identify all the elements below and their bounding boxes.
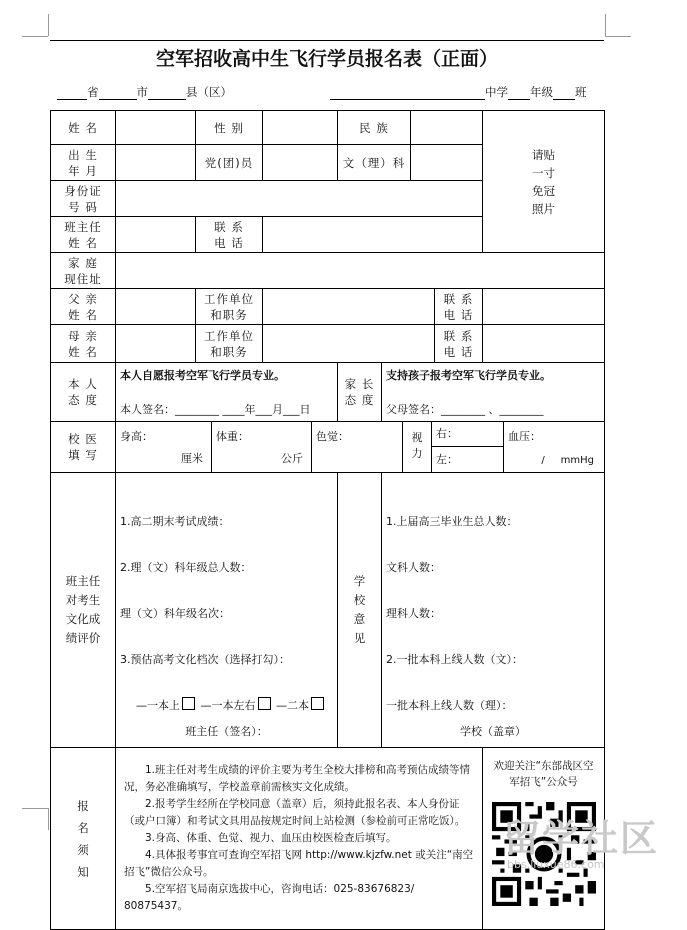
eval-item: 理（文）科年级名次： xyxy=(120,607,230,620)
vision-box xyxy=(432,422,504,472)
school-item: 2.一批本科上线人数（文）： xyxy=(386,653,523,666)
father-work-field[interactable] xyxy=(263,289,435,325)
photo-text: 免冠 xyxy=(532,183,555,198)
option-label: 二本 xyxy=(287,699,309,712)
photo-text: 请贴 xyxy=(532,147,555,162)
address-field[interactable] xyxy=(116,253,605,289)
location-line xyxy=(57,84,232,100)
id-field[interactable] xyxy=(116,181,483,217)
teacher-phone-label xyxy=(196,217,263,253)
address-label-line: 家 庭 xyxy=(68,255,98,270)
mother-label xyxy=(51,325,116,363)
option-label: 一本上 xyxy=(147,699,180,712)
color-vision-box[interactable] xyxy=(312,422,403,472)
father-label-line: 父 亲 xyxy=(68,291,98,306)
vision-label xyxy=(403,422,432,472)
height-box[interactable] xyxy=(116,422,212,472)
school-stamp-label[interactable]: 学校（盖章） xyxy=(460,725,526,738)
father-label xyxy=(51,289,116,325)
qr-caption: 欢迎关注“东部战区空军招飞”公众号 xyxy=(493,760,594,788)
option-checkbox[interactable] xyxy=(258,697,271,710)
teacher-phone-label-line: 电 话 xyxy=(214,235,244,250)
notes-label xyxy=(51,748,116,930)
parent-attitude-label-line: 态 度 xyxy=(344,393,375,407)
medical-label xyxy=(51,422,116,473)
id-label-line: 身份证 xyxy=(64,183,102,198)
photo-box xyxy=(483,111,605,253)
school-line xyxy=(330,84,587,100)
birth-label-line: 出 生 xyxy=(68,147,98,162)
class-label: 班 xyxy=(575,85,587,99)
father-label-line: 姓 名 xyxy=(68,307,98,322)
party-label: 党(团)员 xyxy=(196,145,263,181)
birth-field[interactable] xyxy=(116,145,196,181)
color-vision-label: 色觉： xyxy=(316,430,349,443)
city-label: 市 xyxy=(136,85,148,99)
grade-label: 年级 xyxy=(530,85,553,99)
eval-options: —一本上 —一本左右 —二本 xyxy=(120,697,333,715)
eval-item: 2.理（文）科年级总人数： xyxy=(120,561,252,574)
school-opinion-label xyxy=(338,473,382,748)
notes-label-line: 知 xyxy=(77,864,89,879)
personal-attitude-label-line: 态 度 xyxy=(68,393,98,407)
gender-label: 性 别 xyxy=(196,111,263,145)
left-eye-field[interactable]: 左： xyxy=(436,453,458,466)
father-work-label xyxy=(196,289,263,325)
option-label: 一本左右 xyxy=(211,699,256,712)
eval-item: 3.预估高考文化档次（选择打勾）： xyxy=(120,653,290,666)
option-checkbox[interactable] xyxy=(311,697,324,710)
track-label: 文（理）科 xyxy=(338,145,411,181)
address-label xyxy=(51,253,116,289)
school-opinion-cell xyxy=(382,473,605,748)
blood-pressure-label: 血压： xyxy=(508,430,541,443)
note-item: 4.具体报考事宜可查询空军招飞网 http://www.kjzfw.net 或关注“南空招飞”微信公众号。 xyxy=(124,849,474,878)
personal-signature-line[interactable]: 本人签名：________ ____年___月___日 xyxy=(120,403,311,416)
teacher-signature-label[interactable]: 班主任（签名）： xyxy=(185,725,268,738)
father-work-label-line: 和职务 xyxy=(210,307,248,322)
teacher-field[interactable] xyxy=(116,217,196,253)
height-label: 身高： xyxy=(120,430,153,443)
school-opinion-label-line: 学 xyxy=(353,574,366,588)
watermark-url: bbs.liuxue86.com xyxy=(507,858,605,871)
school-item: 理科人数： xyxy=(386,607,441,620)
evaluation-label-line: 文化成 xyxy=(65,612,101,626)
watermark xyxy=(503,808,683,888)
evaluation-cell xyxy=(116,473,338,748)
parent-attitude-cell xyxy=(382,363,605,422)
note-item: 5.空军招飞局南京选拔中心，咨询电话：025-83676823/ 80875437。 xyxy=(124,883,415,912)
vision-label-line: 视 xyxy=(411,431,423,444)
school-item: 一批本科上线人数（理）： xyxy=(386,699,513,712)
evaluation-label-line: 班主任 xyxy=(65,574,101,588)
mother-work-label-line: 工作单位 xyxy=(204,328,254,343)
gender-field[interactable] xyxy=(263,111,338,145)
evaluation-label xyxy=(51,473,116,748)
corner-mark xyxy=(48,808,49,830)
height-unit: 厘米 xyxy=(181,452,203,465)
photo-text: 一寸 xyxy=(532,165,555,180)
name-field[interactable] xyxy=(116,111,196,145)
corner-mark xyxy=(22,808,48,809)
mother-phone-label-line: 联 系 xyxy=(443,328,474,343)
mother-phone-field[interactable] xyxy=(483,325,605,363)
corner-mark xyxy=(605,14,606,36)
address-label-line: 现住址 xyxy=(64,271,102,286)
note-item: 1.班主任对考生成绩的评价主要为考生全校大排榜和高考预估成绩等情况，务必准确填写，学校盖章前需核实文化成绩。 xyxy=(124,764,471,793)
mother-work-label xyxy=(196,325,263,363)
school-item: 文科人数： xyxy=(386,561,441,574)
parent-attitude-label xyxy=(338,363,382,422)
corner-mark xyxy=(48,14,49,36)
page-title: 空军招收高中生飞行学员报名表（正面） xyxy=(50,40,604,77)
medical-label-line: 填 写 xyxy=(68,448,98,462)
school-opinion-label-line: 校 xyxy=(353,593,366,607)
mother-work-label-line: 和职务 xyxy=(210,344,248,359)
personal-attitude-label xyxy=(51,363,116,422)
parent-signature-line[interactable]: 父母签名：________ 、________ xyxy=(386,403,544,416)
right-eye-field[interactable]: 右： xyxy=(432,422,503,447)
teacher-phone-label-line: 联 系 xyxy=(214,219,244,234)
mother-label-line: 姓 名 xyxy=(68,344,98,359)
medical-cell xyxy=(116,422,605,473)
mother-phone-label xyxy=(435,325,483,363)
photo-text: 照片 xyxy=(532,201,555,216)
note-item: 2.报考学生经所在学校同意（盖章）后，须持此报名表、本人身份证（或户口簿）和考试文具用品按规定时间上站检测（参检前可正常吃饭）。 xyxy=(124,798,466,827)
personal-statement: 本人自愿报考空军飞行学员专业。 xyxy=(120,369,285,382)
father-work-label-line: 工作单位 xyxy=(204,291,254,306)
mother-label-line: 母 亲 xyxy=(68,328,98,343)
notes-label-line: 须 xyxy=(77,842,89,857)
watermark-text: 留学社区 xyxy=(503,817,659,860)
teacher-label xyxy=(51,217,116,253)
id-label-line: 号 码 xyxy=(68,199,98,214)
school-item: 1.上届高三毕业生总人数： xyxy=(386,515,518,528)
school-opinion-label-line: 见 xyxy=(353,631,366,645)
father-field[interactable] xyxy=(116,289,196,325)
father-phone-label-line: 电 话 xyxy=(443,307,474,322)
parent-attitude-label-line: 家 长 xyxy=(344,377,375,391)
ethnicity-label: 民 族 xyxy=(338,111,411,145)
province-label: 省 xyxy=(87,85,99,99)
school-opinion-label-line: 意 xyxy=(353,612,366,626)
personal-attitude-cell xyxy=(116,363,338,422)
birth-label xyxy=(51,145,116,181)
corner-mark xyxy=(22,36,48,37)
vision-label-line: 力 xyxy=(411,447,423,460)
mother-work-field[interactable] xyxy=(263,325,435,363)
medical-label-line: 校 医 xyxy=(68,432,98,446)
weight-label: 体重： xyxy=(216,430,249,443)
county-label: 县（区） xyxy=(186,85,232,99)
parent-statement: 支持孩子报考空军飞行学员专业。 xyxy=(386,369,551,382)
notes-label-line: 报 xyxy=(77,798,89,813)
father-phone-label xyxy=(435,289,483,325)
note-item: 3.身高、体重、色觉、视力、血压由校医检查后填写。 xyxy=(145,832,397,844)
party-field[interactable] xyxy=(263,145,338,181)
father-phone-field[interactable] xyxy=(483,289,605,325)
father-phone-label-line: 联 系 xyxy=(443,291,474,306)
teacher-label-line: 班主任 xyxy=(64,219,102,234)
name-label: 姓 名 xyxy=(51,111,116,145)
teacher-label-line: 姓 名 xyxy=(68,235,98,250)
mother-field[interactable] xyxy=(116,325,196,363)
birth-label-line: 年 月 xyxy=(68,163,98,178)
weight-unit: 公斤 xyxy=(281,452,303,465)
school-label: 中学 xyxy=(485,85,508,99)
blood-pressure-unit: / mmHg xyxy=(541,455,594,466)
personal-attitude-label-line: 本 人 xyxy=(68,377,98,391)
notes-label-line: 名 xyxy=(77,820,89,835)
evaluation-label-line: 绩评价 xyxy=(65,631,101,645)
option-checkbox[interactable] xyxy=(182,697,195,710)
mother-phone-label-line: 电 话 xyxy=(443,344,474,359)
evaluation-label-line: 对考生 xyxy=(65,593,101,607)
blood-pressure-box[interactable] xyxy=(504,422,604,472)
ethnicity-field[interactable] xyxy=(411,111,483,145)
id-label xyxy=(51,181,116,217)
notes-cell xyxy=(116,748,483,930)
corner-mark xyxy=(605,36,631,37)
track-field[interactable] xyxy=(411,145,483,181)
weight-box[interactable] xyxy=(212,422,312,472)
teacher-phone-field[interactable] xyxy=(263,217,483,253)
registration-form xyxy=(50,110,605,930)
eval-item: 1.高二期末考试成绩： xyxy=(120,515,230,528)
